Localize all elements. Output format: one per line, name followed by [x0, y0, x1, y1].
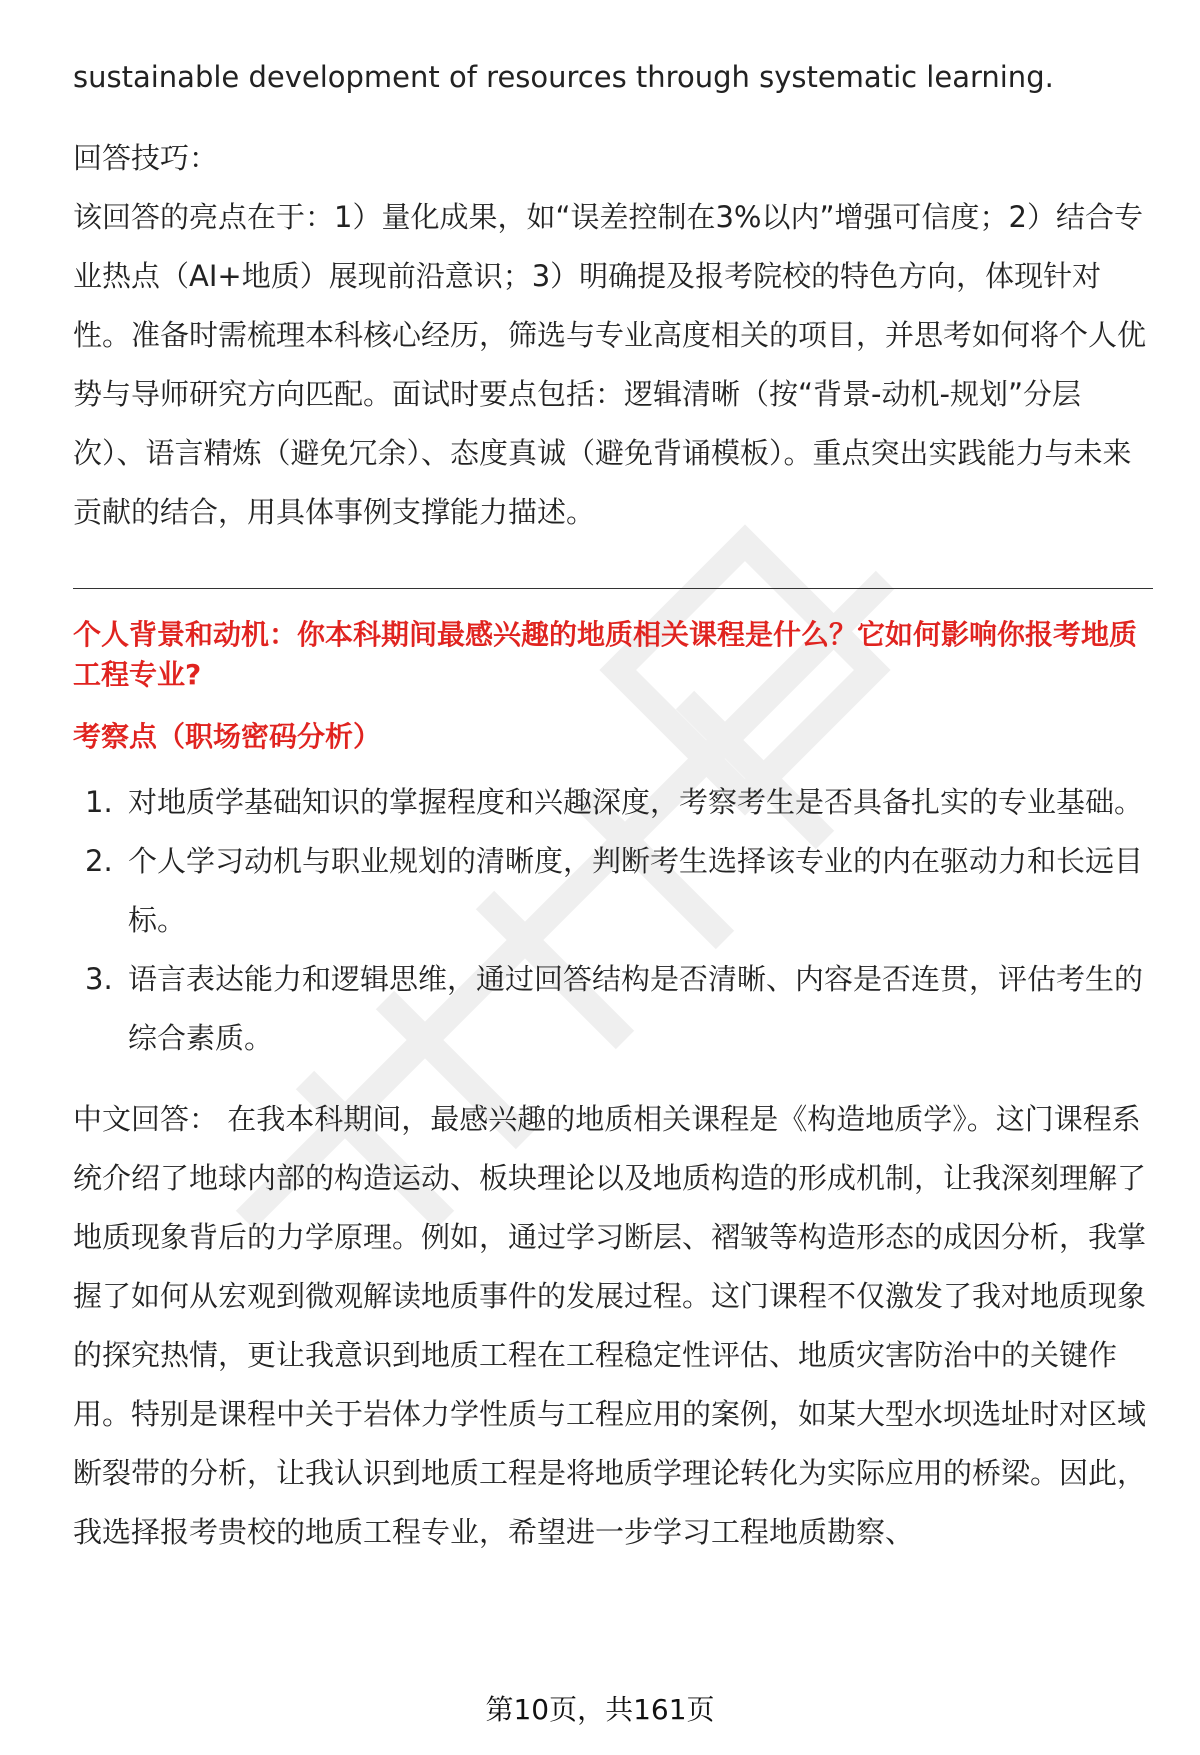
document-body	[73, 48, 1153, 1562]
list-item-number: 3.	[85, 962, 113, 996]
section-divider	[73, 588, 1153, 589]
question-title: 个人背景和动机：你本科期间最感兴趣的地质相关课程是什么？它如何影响你报考地质工程专业?	[73, 618, 1138, 691]
list-item-text: 对地质学基础知识的掌握程度和兴趣深度，考察考生是否具备扎实的专业基础。	[128, 785, 1144, 819]
list-item	[73, 950, 1153, 1068]
answer-body: 在我本科期间，最感兴趣的地质相关课程是《构造地质学》。这门课程系统介绍了地球内部的构造运动、板块理论以及地质构造的形成机制，让我深刻理解了地质现象背后的力学原理。例如，通过学习断层、褶皱等构造形态的成因分析，我掌握了如何从宏观到微观解读地质事件的发展过程。这门课程不仅激发了我对地质现象的探究热情，更让我意识到地质工程在工程稳定性评估、地质灾害防治中的关键作用。特别是课程中关于岩体力学性质与工程应用的案例，如某大型水坝选址时对区域断裂带的分析，让我认识到地质工程是将地质学理论转化为实际应用的桥梁。因此，我选择报考贵校的地质工程专业，希望进一步学习工程地质勘察、	[73, 1102, 1147, 1549]
list-item-text: 个人学习动机与职业规划的清晰度，判断考生选择该专业的内在驱动力和长远目标。	[128, 844, 1144, 937]
list-item	[73, 773, 1153, 832]
tips-paragraph: 该回答的亮点在于：1）量化成果，如“误差控制在3%以内”增强可信度；2）结合专业热点（AI+地质）展现前沿意识；3）明确提及报考院校的特色方向，体现针对性。准备时需梳理本科核心经历，筛选与专业高度相关的项目，并思考如何将个人优势与导师研究方向匹配。面试时要点包括：逻辑清晰（按“背景-动机-规划”分层次）、语言精炼（避免冗余）、态度真诚（避免背诵模板）。重点突出实践能力与未来贡献的结合，用具体事例支撑能力描述。	[73, 200, 1147, 529]
assessment-points-heading: 考察点（职场密码分析）	[73, 720, 382, 753]
list-item-number: 2.	[85, 844, 113, 878]
answer-label: 中文回答：	[73, 1102, 219, 1136]
continued-paragraph: sustainable development of resources through systematic learning.	[73, 60, 1054, 94]
assessment-points-list	[73, 773, 1153, 1068]
list-item-text: 语言表达能力和逻辑思维，通过回答结构是否清晰、内容是否连贯，评估考生的综合素质。	[128, 962, 1144, 1055]
list-item	[73, 832, 1153, 950]
chinese-answer-paragraph	[73, 1090, 1153, 1562]
tips-label: 回答技巧：	[73, 141, 219, 175]
list-item-number: 1.	[85, 785, 113, 819]
page-number: 第10页，共161页	[485, 1693, 715, 1726]
